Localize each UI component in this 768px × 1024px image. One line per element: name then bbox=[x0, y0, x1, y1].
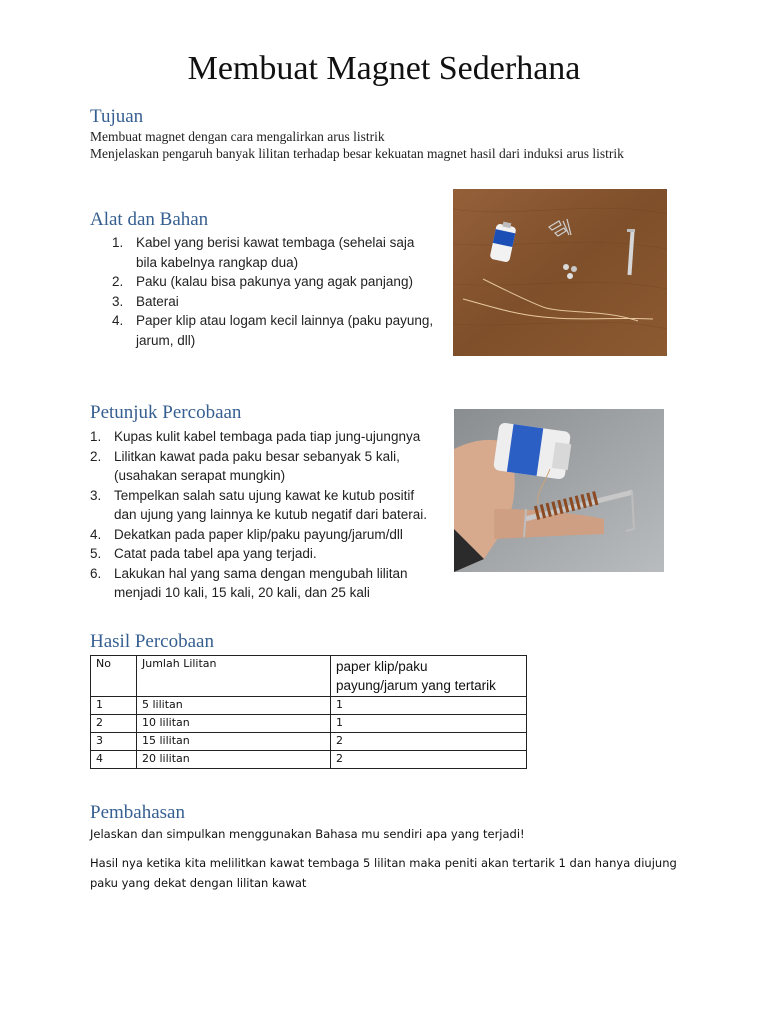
list-item bbox=[112, 311, 452, 350]
list-item bbox=[90, 486, 450, 525]
list-number: 1. bbox=[90, 429, 102, 444]
list-number: 3. bbox=[90, 487, 102, 503]
cell-tertarik: 1 bbox=[331, 715, 527, 733]
header-tertarik bbox=[331, 656, 527, 697]
list-item bbox=[90, 427, 450, 447]
pembahasan-answer-line-1: Hasil nya ketika kita melilitkan kawat tembaga 5 lilitan maka peniti akan tertarik 1 dan hanya diujung bbox=[90, 856, 677, 870]
petunjuk-list bbox=[90, 427, 450, 603]
list-text: (usahakan serapat mungkin) bbox=[114, 468, 286, 483]
list-item bbox=[112, 272, 452, 292]
experiment-illustration bbox=[454, 409, 664, 572]
section-heading-pembahasan: Pembahasan bbox=[90, 802, 185, 823]
cell-no: 3 bbox=[91, 733, 137, 751]
results-table bbox=[90, 655, 527, 769]
tujuan-line-2: Menjelaskan pengaruh banyak lilitan terhadap besar kekuatan magnet hasil dari induksi arus listrik bbox=[90, 146, 624, 161]
page-title: Membuat Magnet Sederhana bbox=[187, 50, 581, 87]
list-text: menjadi 10 kali, 15 kali, 20 kali, dan 25 kali bbox=[114, 585, 370, 600]
cell-tertarik: 1 bbox=[331, 697, 527, 715]
list-text: Tempelkan salah satu ujung kawat ke kutub positif bbox=[114, 487, 415, 503]
list-text: Dekatkan pada paper klip/paku payung/jarum/dll bbox=[114, 526, 403, 542]
list-number: 6. bbox=[90, 565, 102, 581]
alat-list bbox=[112, 233, 452, 350]
table-row bbox=[91, 697, 527, 715]
list-text: Lilitkan kawat pada paku besar sebanyak 5 kali, bbox=[114, 448, 400, 464]
list-text: bila kabelnya rangkap dua) bbox=[136, 254, 299, 270]
cell-lilitan: 5 lilitan bbox=[137, 697, 331, 715]
cell-tertarik: 2 bbox=[331, 733, 527, 751]
header-tertarik-line-1: paper klip/paku bbox=[336, 659, 428, 674]
cell-lilitan: 10 lilitan bbox=[137, 715, 331, 733]
list-number: 4. bbox=[112, 313, 124, 328]
list-text: Catat pada tabel apa yang terjadi. bbox=[114, 546, 317, 561]
list-text: Paku (kalau bisa pakunya yang agak panjang) bbox=[136, 274, 413, 289]
section-heading-tujuan: Tujuan bbox=[90, 106, 144, 127]
pembahasan-answer-line-2: paku yang dekat dengan lilitan kawat bbox=[90, 876, 307, 890]
table-row bbox=[91, 715, 527, 733]
header-tertarik-line-2: payung/jarum yang tertarik bbox=[336, 678, 496, 693]
cell-tertarik: 2 bbox=[331, 751, 527, 769]
cell-lilitan: 15 lilitan bbox=[137, 733, 331, 751]
list-item bbox=[112, 292, 452, 312]
tujuan-line-1: Membuat magnet dengan cara mengalirkan arus listrik bbox=[90, 129, 385, 144]
list-item bbox=[112, 233, 452, 272]
pembahasan-prompt: Jelaskan dan simpulkan menggunakan Bahasa mu sendiri apa yang terjadi! bbox=[90, 827, 525, 841]
table-row bbox=[91, 751, 527, 769]
list-item bbox=[90, 447, 450, 486]
list-number: 2. bbox=[112, 274, 124, 289]
list-number: 3. bbox=[112, 293, 124, 309]
section-heading-alat: Alat dan Bahan bbox=[90, 209, 209, 230]
battery-shape bbox=[493, 422, 571, 480]
list-item bbox=[90, 544, 450, 564]
list-item bbox=[90, 564, 450, 603]
list-number: 2. bbox=[90, 448, 102, 464]
list-text: Baterai bbox=[136, 293, 179, 309]
materials-photo bbox=[453, 189, 667, 356]
list-number: 4. bbox=[90, 526, 102, 542]
list-number: 1. bbox=[112, 235, 124, 250]
cell-no: 1 bbox=[91, 697, 137, 715]
header-no: No bbox=[91, 656, 137, 697]
section-heading-hasil: Hasil Percobaan bbox=[90, 631, 214, 652]
experiment-photo bbox=[454, 409, 664, 572]
list-text: Kabel yang berisi kawat tembaga (sehelai saja bbox=[136, 235, 415, 250]
list-text: Lakukan hal yang sama dengan mengubah lilitan bbox=[114, 565, 408, 581]
list-item bbox=[90, 525, 450, 545]
cell-lilitan: 20 lilitan bbox=[137, 751, 331, 769]
cell-no: 2 bbox=[91, 715, 137, 733]
section-heading-petunjuk: Petunjuk Percobaan bbox=[90, 402, 242, 423]
table-row bbox=[91, 733, 527, 751]
list-number: 5. bbox=[90, 546, 102, 561]
cell-no: 4 bbox=[91, 751, 137, 769]
list-text: jarum, dll) bbox=[136, 332, 196, 348]
list-text: Kupas kulit kabel tembaga pada tiap jung-ujungnya bbox=[114, 429, 421, 444]
list-text: dan ujung yang lainnya ke kutub negatif dari baterai. bbox=[114, 507, 427, 522]
header-jumlah-lilitan: Jumlah Lilitan bbox=[137, 656, 331, 697]
table-header-row bbox=[91, 656, 527, 697]
list-text: Paper klip atau logam kecil lainnya (paku payung, bbox=[136, 313, 434, 328]
materials-illustration bbox=[453, 189, 667, 356]
